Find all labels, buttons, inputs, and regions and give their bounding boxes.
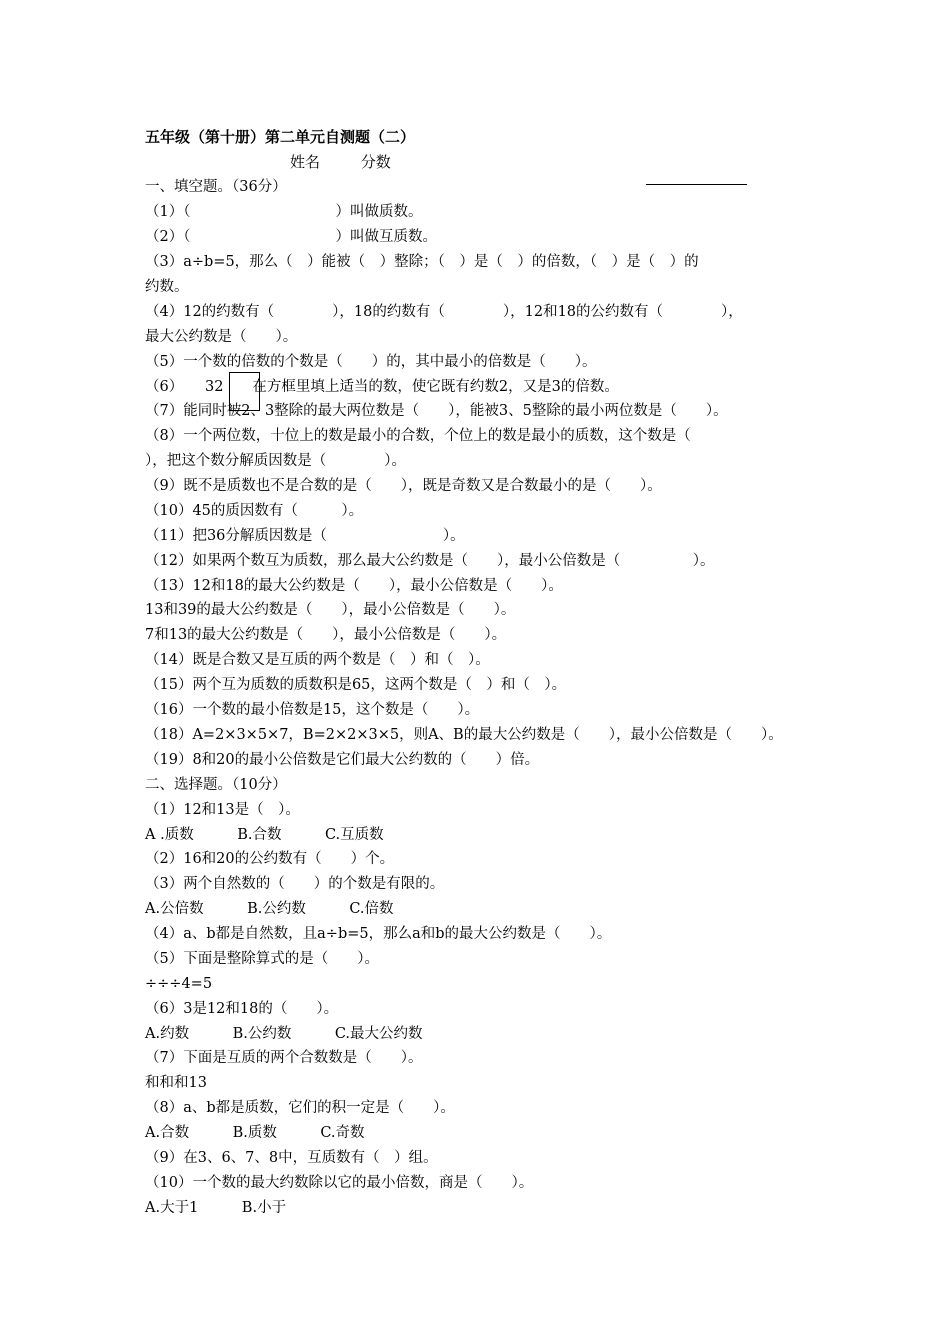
score-label: 分数 — [360, 153, 391, 171]
question-line: （4）12的约数有（ ），18的约数有（ ），12和18的公约数有（ ）， — [145, 304, 743, 320]
option-line: 和和和13 — [145, 1075, 207, 1091]
question-line: （3）两个自然数的（ ）的个数是有限的。 — [145, 876, 445, 892]
question-line: （11）把36分解质因数是（ ）。 — [145, 528, 465, 544]
question-line: 约数。 — [145, 279, 189, 295]
option-line: A.大于1 B.小于 — [145, 1200, 287, 1216]
question-line: （6）3是12和18的（ ）。 — [145, 1001, 339, 1017]
question-line: 13和39的最大公约数是（ ），最小公倍数是（ ）。 — [145, 602, 516, 618]
question-line: （1）12和13是（ ）。 — [145, 802, 300, 818]
question-line: （13）12和18的最大公约数是（ ），最小公倍数是（ ）。 — [145, 578, 563, 594]
question-line: （3）a÷b=5，那么（ ）能被（ ）整除；（ ）是（ ）的倍数，（ ）是（ ）的 — [145, 254, 699, 270]
question-line: （10）一个数的最大约数除以它的最小倍数，商是（ ）。 — [145, 1175, 534, 1191]
question-line: （19）8和20的最小公倍数是它们最大公约数的（ ）倍。 — [145, 752, 540, 768]
option-line: A .质数 B.合数 C.互质数 — [145, 827, 384, 843]
name-label: 姓名 — [290, 153, 321, 171]
option-line: A.约数 B.公约数 C.最大公约数 — [145, 1026, 423, 1042]
question-line: （4）a、b都是自然数，且a÷b=5，那么a和b的最大公约数是（ ）。 — [145, 926, 612, 942]
page-title: 五年级（第十册）第二单元自测题（二） — [145, 128, 416, 146]
question-line: 7和13的最大公约数是（ ），最小公倍数是（ ）。 — [145, 627, 507, 643]
section-heading-fill-in: 一、填空题。（36分） — [145, 179, 287, 195]
student-info-row — [290, 151, 427, 172]
question-line: （15）两个互为质数的质数积是65，这两个数是（ ）和（ ）。 — [145, 677, 567, 693]
question-line: （5）一个数的倍数的个数是（ ）的，其中最小的倍数是（ ）。 — [145, 354, 597, 370]
question-line: 最大公约数是（ ）。 — [145, 329, 298, 345]
question-line: （5）下面是整除算式的是（ ）。 — [145, 951, 379, 967]
section-heading-choice: 二、选择题。（10分） — [145, 777, 287, 793]
score-underline — [646, 184, 747, 185]
question-line: （12）如果两个数互为质数，那么最大公约数是（ ），最小公倍数是（ ）。 — [145, 553, 715, 569]
question-line: （9）在3、6、7、8中，互质数有（ ）组。 — [145, 1150, 438, 1166]
question-line: （2）16和20的公约数有（ ）个。 — [145, 851, 395, 867]
question-line: ），把这个数分解质因数是（ ）。 — [145, 453, 406, 469]
question-line: （16）一个数的最小倍数是15，这个数是（ ）。 — [145, 702, 480, 718]
question-line: （1）（ ）叫做质数。 — [145, 204, 423, 220]
option-line: A.合数 B.质数 C.奇数 — [145, 1125, 365, 1141]
question-line: （2）（ ）叫做互质数。 — [145, 229, 437, 245]
question-line: （8）一个两位数，十位上的数是最小的合数，个位上的数是最小的质数，这个数是（ — [145, 428, 691, 444]
question-line: （7）下面是互质的两个合数数是（ ）。 — [145, 1050, 423, 1066]
question-line: （14）既是合数又是互质的两个数是（ ）和（ ）。 — [145, 652, 490, 668]
question-line: （10）45的质因数有（ ）。 — [145, 503, 364, 519]
question-line: （8）a、b都是质数，它们的积一定是（ ）。 — [145, 1100, 455, 1116]
question-line: （18）A=2×3×5×7，B=2×2×3×5，则A、B的最大公约数是（ ），最小公倍数是（ ）。 — [145, 727, 783, 743]
question-line: （7）能同时被2、3整除的最大两位数是（ ），能被3、5整除的最小两位数是（ ）。 — [145, 403, 728, 419]
option-line: A.公倍数 B.公约数 C.倍数 — [145, 901, 394, 917]
question-line: （6） 32 在方框里填上适当的数，使它既有约数2，又是3的倍数。 — [145, 379, 619, 395]
question-line: （9）既不是质数也不是合数的是（ ），既是奇数又是合数最小的是（ ）。 — [145, 478, 662, 494]
option-line: ÷÷÷4=5 — [145, 976, 213, 992]
